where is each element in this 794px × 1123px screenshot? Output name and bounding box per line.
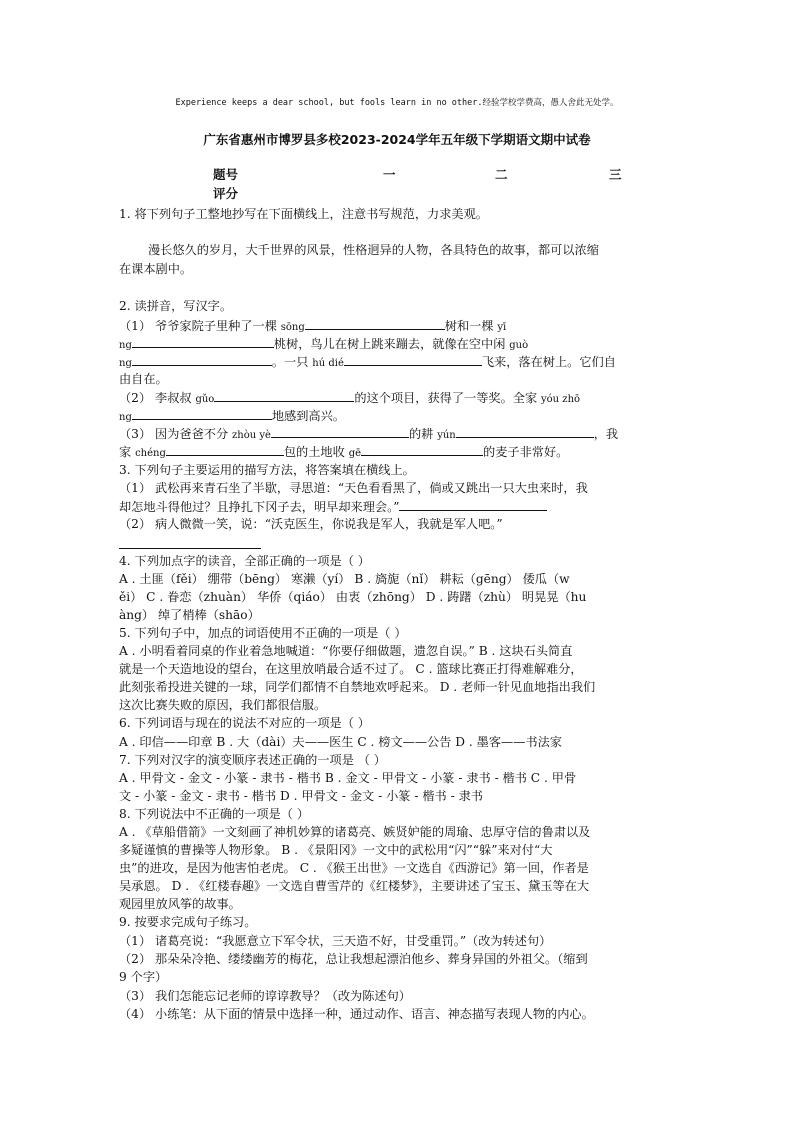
- pinyin: ng: [119, 358, 132, 369]
- pinyin: yóu zhō: [541, 394, 581, 405]
- answer-blank[interactable]: [132, 352, 272, 366]
- text: 家: [119, 445, 136, 459]
- option-line: A . 《草船借箭》一文刻画了神机妙算的诸葛亮、嫉贤妒能的周瑜、忠厚守信的鲁肃以及: [119, 825, 591, 839]
- option-line: A . 印信——印章 B . 大（dài）夫——医生 C . 榜文——公告 D . 墨客——书法家: [119, 735, 562, 749]
- text: 。一只: [271, 355, 313, 369]
- question-line: （2） 病人微微一笑，说：“沃克医生，你说我是军人，我就是军人吧。”: [119, 517, 503, 531]
- text: 却怎地斗得他过？且挣扎下冈子去，明早却来理会。”: [119, 500, 400, 514]
- score-table-col-3: 三: [609, 167, 622, 182]
- pinyin: yī: [497, 322, 507, 333]
- pinyin: ng: [119, 340, 132, 351]
- pinyin: yún: [437, 430, 456, 441]
- pinyin: ng: [119, 412, 132, 423]
- answer-blank[interactable]: [132, 334, 274, 348]
- question-title: 5. 下列句子中，加点的词语使用不正确的一项是（ ）: [119, 626, 407, 640]
- option-line: 观园里放风筝的故事。: [119, 897, 241, 911]
- answer-blank[interactable]: [132, 406, 272, 420]
- copy-text: 漫长悠久的岁月，大千世界的风景，性格迥异的人物，各具特色的故事，都可以浓缩: [148, 243, 599, 257]
- question-title: 9. 按要求完成句子练习。: [119, 915, 257, 929]
- question-line: （1） 武松再来青石坐了半歇，寻思道：“天色看看黑了，倘或又跳出一只大虫来时，我: [119, 481, 588, 495]
- option-line: 就是一个天造地设的望台，在这里放哨最合适不过了。 C . 篮球比赛正打得难解难分，: [119, 662, 583, 676]
- text: （3） 因为爸爸不分: [119, 427, 233, 441]
- question-line: [119, 352, 616, 373]
- question-title: 7. 下列对汉字的演变顺序表述正确的一项是 （ ）: [119, 753, 386, 767]
- question-line: [119, 442, 568, 463]
- answer-blank[interactable]: [271, 424, 409, 438]
- question-line: [119, 497, 547, 516]
- answer-blank[interactable]: [166, 442, 284, 456]
- option-line: 这次比赛失败的原因，我们都很信服。: [119, 698, 327, 712]
- pinyin: gē: [348, 448, 362, 459]
- pinyin: guò: [509, 340, 529, 351]
- question-line: 由自在。: [119, 372, 168, 386]
- option-line: A . 小明看着同桌的作业着急地喊道：“你要仔细做题，遗忽自误。” B . 这块石头简直: [119, 644, 573, 658]
- pinyin: gǔo: [195, 394, 215, 405]
- pinyin: hú dié: [312, 358, 344, 369]
- text: （1） 爷爷家院子里种了一棵: [119, 319, 281, 333]
- question-title: 4. 下列加点字的读音，全部正确的一项是（ ）: [119, 554, 370, 568]
- question-line: （1） 诸葛亮说：“我愿意立下军令状，三天造不好，甘受重罚。”（改为转述句）: [119, 934, 552, 948]
- question-title: 2. 读拼音，写汉字。: [119, 299, 233, 313]
- pinyin: sōng: [280, 322, 305, 333]
- text: ，我: [593, 427, 619, 441]
- text: 的麦子非常好。: [483, 445, 569, 459]
- answer-blank[interactable]: [456, 424, 594, 438]
- text: 包的土地收: [283, 445, 349, 459]
- score-table-col-2: 二: [495, 167, 508, 182]
- score-table-header-label: 题号: [213, 167, 239, 182]
- pinyin: chéng: [135, 448, 166, 459]
- question-title: 6. 下列词语与现在的说法不对应的一项是（ ）: [119, 716, 370, 730]
- question-title: 8. 下列说法中不正确的一项是（ ）: [119, 807, 310, 821]
- copy-text-cont: 在课本剧中。: [119, 262, 193, 276]
- score-table-col-1: 一: [383, 167, 396, 182]
- exam-title: 广东省惠州市博罗县多校2023-2024学年五年级下学期语文期中试卷: [203, 132, 591, 147]
- text: 的耕: [408, 427, 438, 441]
- question-title: 1. 将下列句子工整地抄写在下面横线上，注意书写规范，力求美观。: [119, 207, 488, 221]
- text: 地感到高兴。: [271, 409, 345, 423]
- text: 桃树，鸟儿在树上跳来蹦去，就像在空中闲: [273, 337, 510, 351]
- score-table-row-label: 评分: [213, 186, 239, 201]
- option-line: A . 土匪（fěi） 绷带（bēng） 寒濑（yí） B . 旖旎（nǐ） 耕耘（gēng） 倭瓜（w: [119, 572, 570, 586]
- option-line: 文 - 小篆 - 金文 - 隶书 - 楷书 D . 甲骨文 - 金文 - 小篆 - 楷书 - 隶书: [119, 789, 483, 803]
- question-line: （3） 我们怎能忘记老师的谆谆教导？（改为陈述句）: [119, 989, 411, 1003]
- option-line: 虫”的进攻，是因为他害怕老虎。 C . 《猴王出世》一文选自《西游记》第一回，作者是: [119, 861, 589, 875]
- answer-blank[interactable]: [119, 548, 261, 549]
- page-motto: Experience keeps a dear school, but fools learn in no other.经验学校学费高，愚人舍此无处学。: [175, 98, 619, 108]
- answer-blank[interactable]: [399, 497, 547, 511]
- answer-blank[interactable]: [214, 388, 354, 402]
- answer-blank[interactable]: [361, 442, 483, 456]
- text: （2） 李叔叔: [119, 391, 196, 405]
- option-line: ěi） C . 眷恋（zhuàn） 华侨（qiáo） 由衷（zhōng） D . 踌躇（zhù） 明晃晃（hu: [119, 590, 587, 604]
- question-line: （2） 那朵朵冷艳、缕缕幽芳的梅花，总让我想起漂泊他乡、葬身异国的外祖父。（缩到: [119, 952, 588, 966]
- question-title: 3. 下列句子主要运用的描写方法，将答案填在横线上。: [119, 463, 415, 477]
- option-line: A . 甲骨文 - 金文 - 小篆 - 隶书 - 楷书 B . 金文 - 甲骨文 - 小篆 - 隶书 - 楷书 C . 甲骨: [119, 771, 577, 785]
- answer-blank[interactable]: [305, 316, 445, 330]
- answer-blank[interactable]: [344, 352, 482, 366]
- pinyin: zhòu yè: [232, 430, 271, 441]
- text: 树和一棵: [444, 319, 498, 333]
- question-line: 9 个字）: [119, 970, 168, 984]
- option-line: 多疑谨慎的曹操等人物形象。 B . 《景阳冈》一文中的武松用“闪”“躲”来对付“大: [119, 843, 553, 857]
- text: 飞来，落在树上。它们自: [481, 355, 616, 369]
- option-line: 吴承恩。 D . 《红楼春趣》一文选自曹雪芹的《红楼梦》，主要讲述了宝玉、黛玉等在大: [119, 879, 590, 893]
- text: 的这个项目，获得了一等奖。全家: [354, 391, 542, 405]
- option-line: àng） 绰了梢棒（shāo）: [119, 608, 260, 622]
- question-line: （4） 小练笔：从下面的情景中选择一种，通过动作、语言、神态描写表现人物的内心。: [119, 1007, 594, 1021]
- option-line: 此刻张希投进关键的一球，同学们都情不自禁地欢呼起来。 D . 老师一针见血地指出我们: [119, 680, 596, 694]
